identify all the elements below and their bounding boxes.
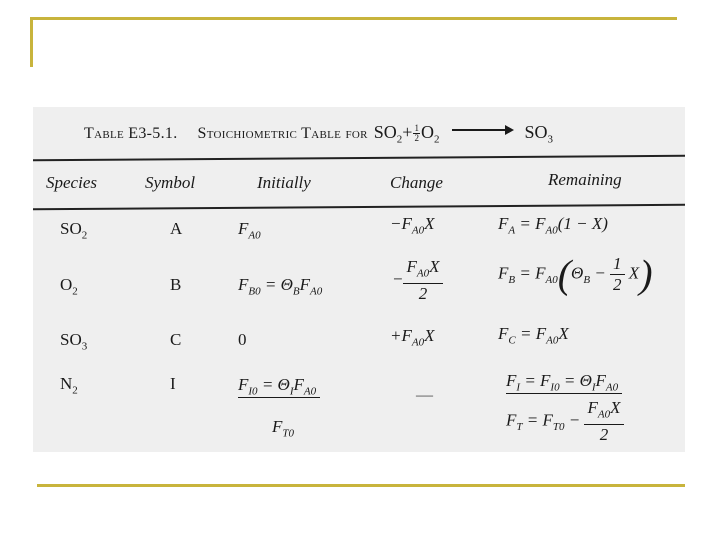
header-initially: Initially [257, 173, 311, 192]
row-o2-remaining: $F_B = F_{A0}(\Theta_B$ − $\frac{1}{2}$ X) [498, 251, 653, 297]
change-fraction: $\frac{F_{A0}X}{2}$ [403, 257, 442, 304]
row-so3-remaining: $F_C = F_{A0}X$ [498, 324, 569, 347]
row-n2-initially: $F_{I0} = \Theta_IF_{A0}$ [238, 375, 320, 398]
row-so3-symbol: C [170, 330, 182, 349]
total-remaining: $F_T = F_{T0}$ − $\frac{F_{A0}X}{2}$ [506, 398, 624, 445]
header-remaining: Remaining [548, 170, 622, 189]
table-number: Table E3-5.1. [84, 125, 178, 142]
row-so3-species: $SO_3$ [60, 330, 88, 353]
row-n2-symbol: I [170, 374, 176, 393]
remaining-half-fraction: $\frac{1}{2}$ [610, 254, 625, 295]
row-n2-change: — [416, 385, 433, 404]
half-coefficient: $\frac{1}{2}$ [414, 123, 419, 144]
row-so2-symbol: A [170, 219, 183, 238]
table-name: Stoichiometric Table for [197, 125, 368, 142]
row-o2-change: − $\frac{F_{A0}X}{2}$ [392, 257, 443, 304]
row-so2-change: $-F_{A0}X$ [390, 214, 435, 237]
row-o2-symbol: B [170, 275, 182, 294]
header-species: Species [46, 173, 97, 192]
slide-top-rule [30, 17, 677, 20]
row-so2-species: $SO_2$ [60, 219, 88, 242]
header-change: Change [390, 173, 443, 192]
row-n2-remaining: $F_I = F_{I0} = \Theta_IF_{A0}$ [506, 371, 622, 394]
total-initially: $F_{T0}$ [272, 417, 295, 440]
header-symbol: Symbol [145, 173, 196, 192]
reaction-equation: $SO_2+$ $\frac{1}{2}$ $O_2$ $SO_3$ [373, 122, 553, 146]
table-title [84, 122, 553, 152]
row-so2-initially: $F_{A0}$ [238, 219, 261, 242]
slide-bottom-rule [37, 484, 685, 487]
total-change-fraction: $\frac{F_{A0}X}{2}$ [584, 398, 623, 445]
row-so3-initially: 0 [238, 330, 247, 349]
row-n2-species: $N_2$ [60, 374, 78, 397]
row-so2-remaining: $F_A = F_{A0}(1 - X)$ [498, 214, 608, 237]
row-so3-change: $+F_{A0}X$ [390, 326, 435, 349]
row-o2-initially: $F_{B0} = \Theta_BF_{A0}$ [238, 275, 323, 298]
reaction-arrow-icon [452, 129, 512, 131]
row-o2-species: $O_2$ [60, 275, 78, 298]
slide-left-rule [30, 17, 33, 67]
